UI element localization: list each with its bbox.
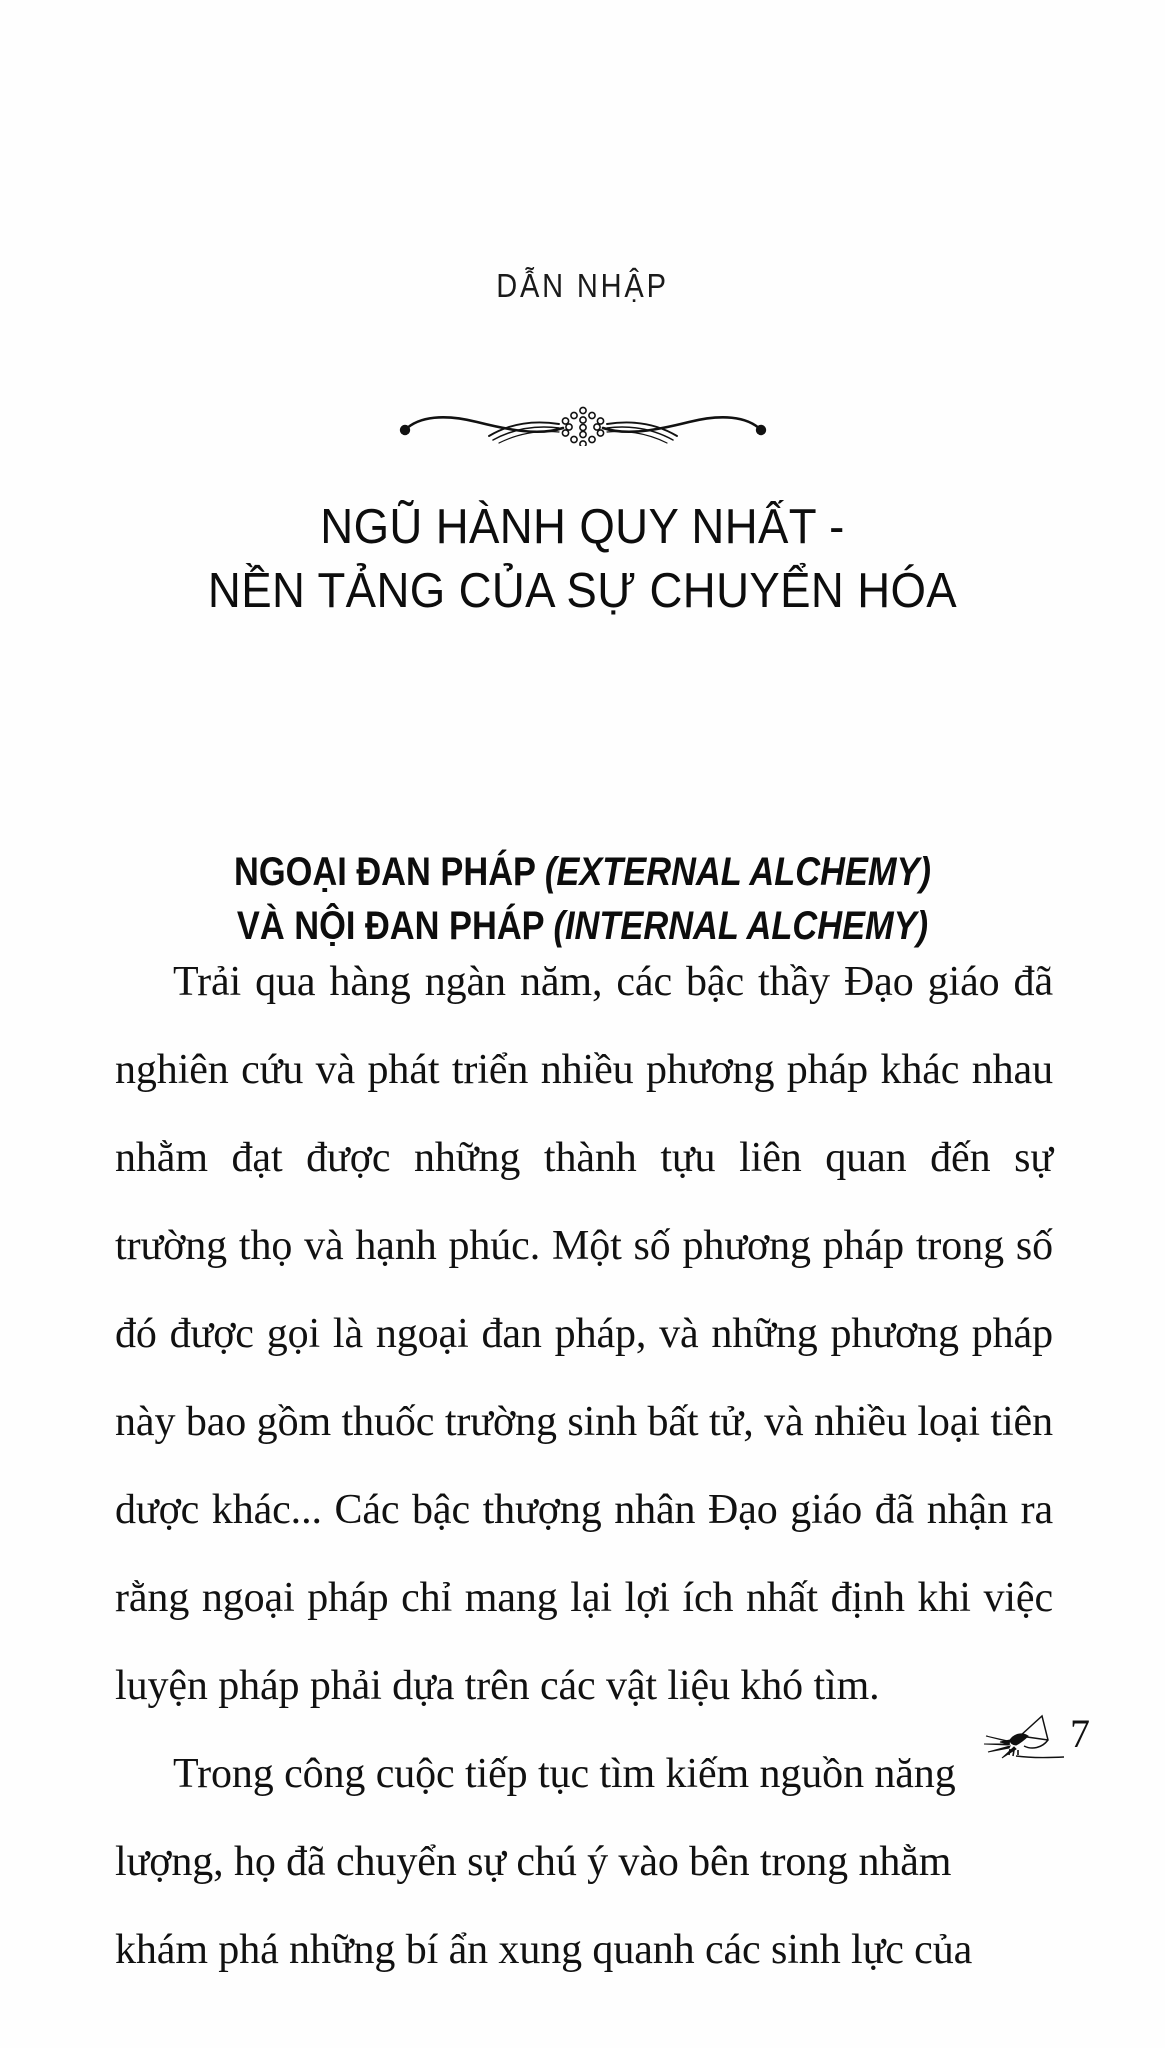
section-heading-line-2-en: (INTERNAL ALCHEMY) xyxy=(553,904,929,949)
section-heading-line-1-vi: NGOẠI ĐAN PHÁP xyxy=(234,850,545,895)
flourish-divider xyxy=(0,400,1165,446)
paragraph: Trong công cuộc tiếp tục tìm kiếm nguồn năng lượng, họ đã chuyển sự chú ý vào bên trong nhằm khám phá những bí ẩn xung quanh các sinh lực của xyxy=(115,1751,973,1973)
chapter-kicker: DẪN NHẬP xyxy=(496,267,669,304)
section-heading-line-2-vi: VÀ NỘI ĐAN PHÁP xyxy=(236,904,554,949)
section-heading-line-1-en: (EXTERNAL ALCHEMY) xyxy=(544,850,931,895)
section-heading xyxy=(133,845,1032,953)
folio-group xyxy=(980,1700,1090,1776)
page-title-line-1: NGŨ HÀNH QUY NHẤT - xyxy=(320,499,845,554)
page-title-line-2: NỀN TẢNG CỦA SỰ CHUYỂN HÓA xyxy=(207,563,958,618)
section-heading-line-1 xyxy=(133,845,1032,899)
flourish-divider-icon xyxy=(393,400,773,446)
page-number: 7 xyxy=(1070,1711,1090,1756)
body-text xyxy=(115,938,1053,1994)
paragraph: Trải qua hàng ngàn năm, các bậc thầy Đạo giáo đã nghiên cứu và phát triển nhiều phương pháp khác nhau nhằm đạt được những thành tựu liên quan đến sự trường thọ và hạnh phúc. Một số phương pháp trong số đó được gọi là ngoại đan pháp, và những phương pháp này bao gồm thuốc trường sinh bất tử, và nhiều loại tiên dược khác... Các bậc thượng nhân Đạo giáo đã nhận ra rằng ngoại pháp chỉ mang lại lợi ích nhất định khi việc luyện pháp phải dựa trên các vật liệu khó tìm. xyxy=(115,959,1053,1709)
page-title xyxy=(97,495,1069,623)
page-footer xyxy=(0,1700,1165,1820)
bird-flourish-icon xyxy=(980,1700,1066,1776)
